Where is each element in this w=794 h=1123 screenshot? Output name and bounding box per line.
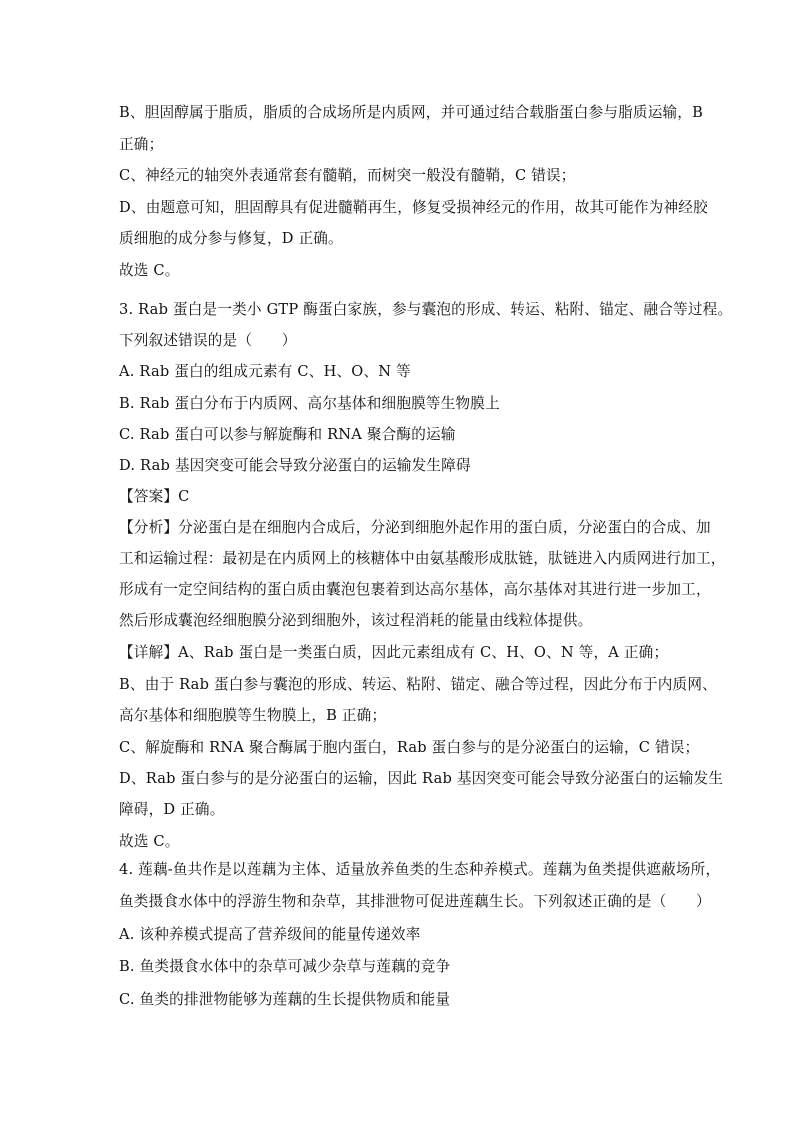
analysis-line-1: 【分析】分泌蛋白是在细胞内合成后，分泌到细胞外起作用的蛋白质，分泌蛋白的合成、加 (119, 519, 711, 536)
detail-line-d: D、Rab 蛋白参与的是分泌蛋白的运输，因此 Rab 基因突变可能会导致分泌蛋白的运输发生 (119, 770, 724, 787)
question-4-option-b: B. 鱼类摄食水体中的杂草可减少杂草与莲藕的竞争 (119, 958, 451, 975)
question-3-option-d: D. Rab 基因突变可能会导致分泌蛋白的运输发生障碍 (119, 457, 471, 474)
question-4-stem: 4. 莲藕-鱼共作是以莲藕为主体、适量放养鱼类的生态种养模式。莲藕为鱼类提供遮蔽场所， (119, 861, 721, 878)
question-3-option-c: C. Rab 蛋白可以参与解旋酶和 RNA 聚合酶的运输 (119, 426, 456, 443)
detail-choice: 故选 C。 (119, 833, 180, 850)
question-3-stem: 3. Rab 蛋白是一类小 GTP 酶蛋白家族，参与囊泡的形成、转运、粘附、锚定、融合等过程。 (119, 301, 733, 318)
text-line-choice: 故选 C。 (119, 262, 180, 279)
text-line-option-d-end: 质细胞的成分参与修复，D 正确。 (119, 230, 343, 247)
analysis-line-3: 形成有一定空间结构的蛋白质由囊泡包裹着到达高尔基体，高尔基体对其进行进一步加工， (119, 581, 711, 598)
question-4-stem-cont: 鱼类摄食水体中的浮游生物和杂草，其排泄物可促进莲藕生长。下列叙述正确的是（ ） (119, 893, 711, 910)
question-3-option-b: B. Rab 蛋白分布于内质网、高尔基体和细胞膜等生物膜上 (119, 395, 500, 412)
question-3-option-a: A. Rab 蛋白的组成元素有 C、H、O、N 等 (119, 363, 411, 380)
answer-label: 【答案】C (119, 488, 190, 505)
text-line-option-c: C、神经元的轴突外表通常套有髓鞘，而树突一般没有髓鞘，C 错误； (119, 167, 576, 184)
question-4-option-c: C. 鱼类的排泄物能够为莲藕的生长提供物质和能量 (119, 991, 451, 1008)
detail-line-a: 【详解】A、Rab 蛋白是一类蛋白质，因此元素组成有 C、H、O、N 等，A 正确； (119, 644, 669, 661)
detail-line-b: B、由于 Rab 蛋白参与囊泡的形成、转运、粘附、锚定、融合等过程，因此分布于内质网、 (119, 676, 717, 693)
detail-line-b-end: 高尔基体和细胞膜等生物膜上，B 正确； (119, 707, 387, 724)
text-line-option-d: D、由题意可知，胆固醇具有促进髓鞘再生，修复受损神经元的作用，故其可能作为神经胶 (119, 199, 708, 216)
question-3-prompt: 下列叙述错误的是（ ） (119, 332, 297, 349)
question-4-option-a: A. 该种养模式提高了营养级间的能量传递效率 (119, 926, 421, 943)
detail-line-c: C、解旋酶和 RNA 聚合酶属于胞内蛋白，Rab 蛋白参与的是分泌蛋白的运输，C 错误； (119, 739, 700, 756)
analysis-line-4: 然后形成囊泡经细胞膜分泌到细胞外，该过程消耗的能量由线粒体提供。 (119, 612, 593, 629)
analysis-line-2: 工和运输过程：最初是在内质网上的核糖体中由氨基酸形成肽链，肽链进入内质网进行加工， (119, 550, 726, 567)
detail-line-d-end: 障碍，D 正确。 (119, 801, 225, 818)
text-line-option-b-end: 正确； (119, 136, 164, 153)
text-line-option-b-cont: B、胆固醇属于脂质，脂质的合成场所是内质网，并可通过结合载脂蛋白参与脂质运输，B (119, 104, 704, 121)
